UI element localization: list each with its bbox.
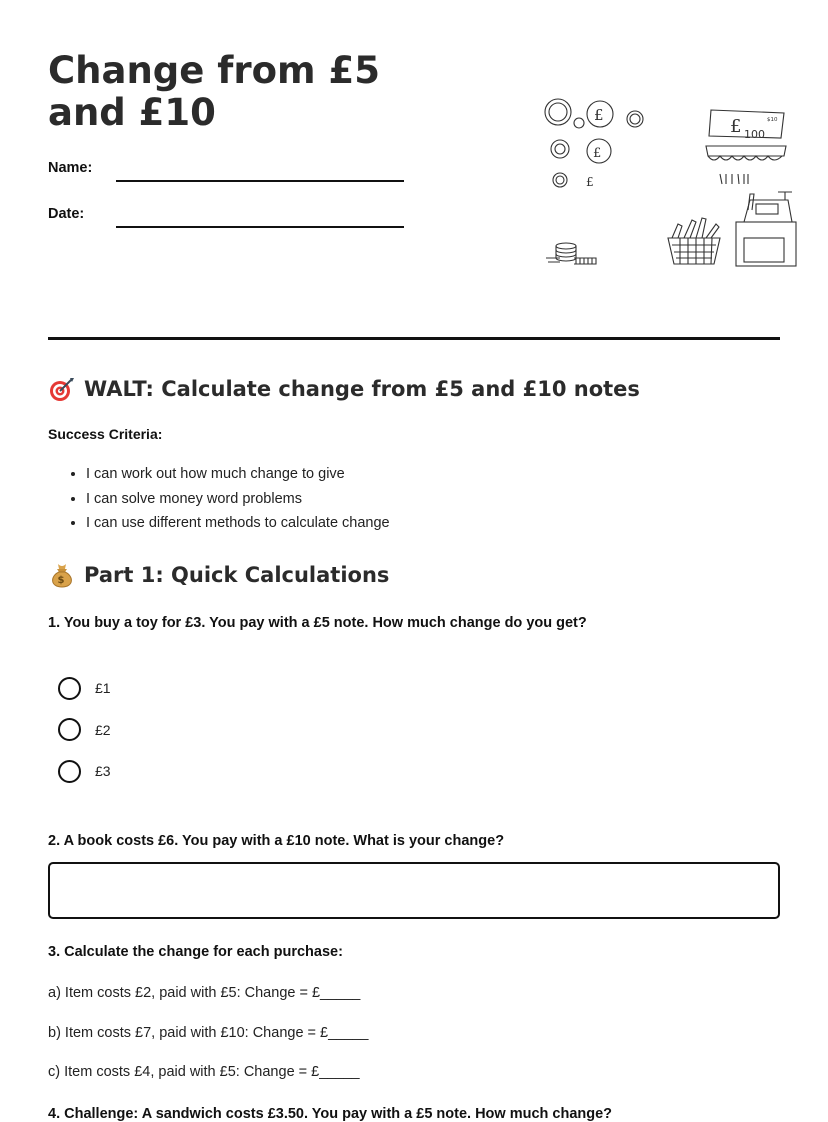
- name-write-line[interactable]: [116, 180, 404, 182]
- money-shop-illustration: [544, 92, 778, 272]
- name-field-row: [48, 158, 408, 188]
- radio-button[interactable]: [58, 677, 81, 700]
- svg-text:£: £: [594, 106, 604, 124]
- date-field-row: [48, 204, 408, 234]
- question-1: 1. You buy a toy for £3. You pay with a £5 note. How much change do you get?: [48, 615, 587, 631]
- question-3c: c) Item costs £4, paid with £5: Change = £_____: [48, 1064, 360, 1080]
- name-label: Name:: [48, 160, 93, 176]
- part1-heading-text: Part 1: Quick Calculations: [84, 563, 390, 587]
- page-title: Change from £5 and £10: [48, 49, 380, 134]
- criteria-item: • I can use different methods to calculate change: [86, 511, 390, 536]
- coin-stack-icon: [546, 243, 596, 264]
- option-label: £2: [95, 721, 111, 738]
- question-3: 3. Calculate the change for each purchase:: [48, 944, 343, 960]
- svg-text:$: $: [57, 575, 65, 586]
- option-3-pounds[interactable]: [58, 759, 111, 783]
- svg-text:100: 100: [744, 128, 765, 141]
- question-2-answer-box[interactable]: [48, 862, 780, 919]
- shopping-basket-icon: [668, 218, 720, 264]
- worksheet-header: [48, 0, 780, 300]
- radio-button[interactable]: [58, 760, 81, 783]
- svg-text:£: £: [730, 116, 742, 137]
- option-2-pounds[interactable]: [58, 718, 111, 742]
- svg-text:$10: $10: [767, 117, 778, 123]
- walt-heading: [48, 376, 640, 402]
- option-1-pound[interactable]: [58, 676, 111, 700]
- header-divider: [48, 337, 780, 340]
- walt-heading-text: WALT: Calculate change from £5 and £10 notes: [84, 377, 640, 401]
- criteria-item: • I can work out how much change to give: [86, 462, 390, 487]
- date-label: Date:: [48, 206, 85, 222]
- banknote-icon: [709, 110, 784, 141]
- cash-register-icon: [736, 192, 796, 266]
- option-label: £3: [95, 763, 111, 779]
- success-criteria-label: Success Criteria:: [48, 426, 163, 442]
- question-1-options: [58, 676, 111, 801]
- shop-awning-icon: [706, 146, 786, 184]
- question-3b: b) Item costs £7, paid with £10: Change = £_____: [48, 1025, 369, 1041]
- part1-heading: [48, 562, 389, 588]
- money-bag-icon: [48, 562, 76, 588]
- svg-text:£: £: [586, 175, 594, 189]
- success-criteria-list: [48, 462, 390, 536]
- coins-icon: [545, 99, 643, 189]
- criteria-item: • I can solve money word problems: [86, 487, 390, 512]
- date-write-line[interactable]: [116, 226, 404, 228]
- question-2: 2. A book costs £6. You pay with a £10 note. What is your change?: [48, 833, 505, 849]
- option-label: £1: [95, 680, 111, 696]
- question-4: 4. Challenge: A sandwich costs £3.50. You pay with a £5 note. How much change?: [48, 1106, 613, 1122]
- target-icon: [48, 376, 76, 402]
- svg-text:£: £: [593, 146, 602, 161]
- radio-button[interactable]: [58, 718, 81, 741]
- question-3a: a) Item costs £2, paid with £5: Change = £_____: [48, 985, 361, 1001]
